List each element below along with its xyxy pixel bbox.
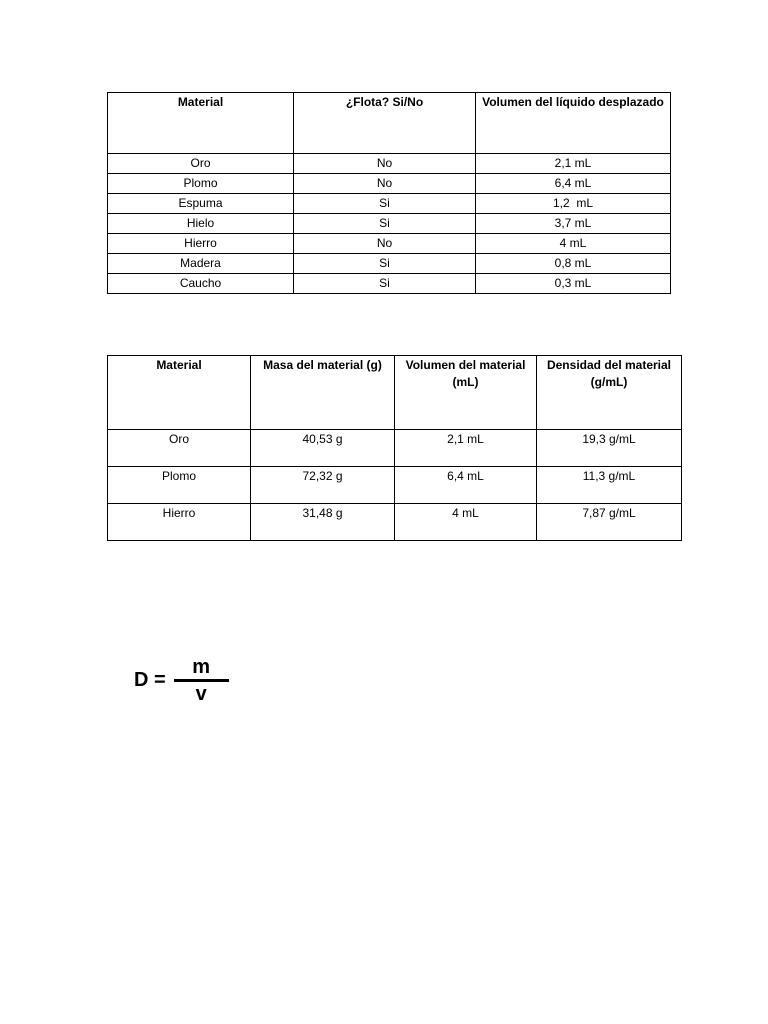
cell-density: 7,87 g/mL <box>537 504 682 541</box>
table-row <box>108 194 671 214</box>
cell-mass: 40,53 g <box>251 430 395 467</box>
cell-material: Hielo <box>108 214 294 234</box>
cell-volume: 4 mL <box>476 234 671 254</box>
density-table <box>107 355 682 541</box>
density-formula <box>134 652 229 708</box>
cell-volume: 2,1 mL <box>476 154 671 174</box>
header-material: Material <box>108 356 251 430</box>
cell-volume: 4 mL <box>395 504 537 541</box>
cell-floats: No <box>294 174 476 194</box>
cell-material: Caucho <box>108 274 294 294</box>
table-header-row <box>108 356 682 430</box>
cell-volume: 2,1 mL <box>395 430 537 467</box>
table-row <box>108 254 671 274</box>
cell-mass: 31,48 g <box>251 504 395 541</box>
cell-volume: 6,4 mL <box>395 467 537 504</box>
header-displaced-volume: Volumen del líquido desplazado <box>476 93 671 154</box>
cell-material: Madera <box>108 254 294 274</box>
table-header-row <box>108 93 671 154</box>
cell-material: Plomo <box>108 467 251 504</box>
header-volume: Volumen del material (mL) <box>395 356 537 430</box>
formula-lhs: D = <box>134 668 166 691</box>
table-row <box>108 174 671 194</box>
cell-density: 19,3 g/mL <box>537 430 682 467</box>
table-row <box>108 504 682 541</box>
cell-floats: No <box>294 154 476 174</box>
cell-volume: 1,2 mL <box>476 194 671 214</box>
cell-material: Oro <box>108 430 251 467</box>
cell-material: Hierro <box>108 234 294 254</box>
formula-denominator: v <box>195 682 207 705</box>
cell-material: Oro <box>108 154 294 174</box>
table-row <box>108 234 671 254</box>
header-mass: Masa del material (g) <box>251 356 395 430</box>
table-row <box>108 430 682 467</box>
cell-floats: Si <box>294 274 476 294</box>
table-row <box>108 154 671 174</box>
cell-volume: 6,4 mL <box>476 174 671 194</box>
floating-materials-table <box>107 92 671 294</box>
cell-volume: 0,3 mL <box>476 274 671 294</box>
formula-fraction <box>174 655 229 706</box>
cell-material: Hierro <box>108 504 251 541</box>
cell-floats: Si <box>294 214 476 234</box>
header-density: Densidad del material (g/mL) <box>537 356 682 430</box>
cell-mass: 72,32 g <box>251 467 395 504</box>
cell-material: Espuma <box>108 194 294 214</box>
cell-floats: Si <box>294 254 476 274</box>
cell-floats: No <box>294 234 476 254</box>
cell-volume: 3,7 mL <box>476 214 671 234</box>
table-row <box>108 214 671 234</box>
cell-density: 11,3 g/mL <box>537 467 682 504</box>
cell-volume: 0,8 mL <box>476 254 671 274</box>
header-material: Material <box>108 93 294 154</box>
cell-floats: Si <box>294 194 476 214</box>
table-row <box>108 274 671 294</box>
cell-material: Plomo <box>108 174 294 194</box>
table-row <box>108 467 682 504</box>
formula-numerator: m <box>192 655 211 678</box>
header-floats: ¿Flota? Si/No <box>294 93 476 154</box>
